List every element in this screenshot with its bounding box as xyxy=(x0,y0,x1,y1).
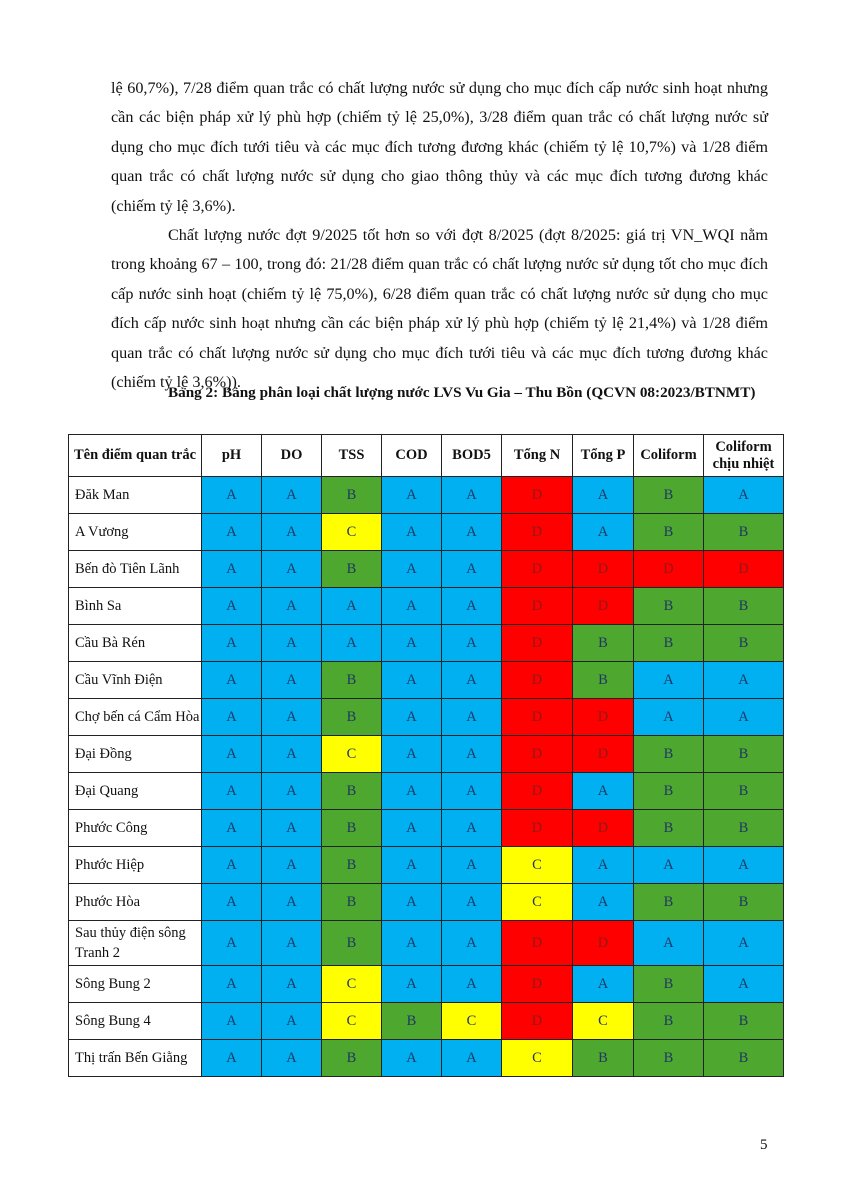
header-ph: pH xyxy=(202,435,262,477)
grade-cell: D xyxy=(502,736,573,773)
grade-cell: B xyxy=(322,699,382,736)
grade-cell: A xyxy=(382,966,442,1003)
header-total-p: Tổng P xyxy=(573,435,634,477)
grade-cell: B xyxy=(704,736,784,773)
grade-cell: A xyxy=(442,514,502,551)
station-name: Chợ bến cá Cẩm Hòa xyxy=(69,699,202,736)
grade-cell: B xyxy=(634,884,704,921)
grade-cell: A xyxy=(262,736,322,773)
grade-cell: A xyxy=(202,966,262,1003)
grade-cell: A xyxy=(704,847,784,884)
grade-cell: D xyxy=(573,810,634,847)
station-name: Đại Đồng xyxy=(69,736,202,773)
grade-cell: A xyxy=(202,847,262,884)
grade-cell: B xyxy=(322,810,382,847)
grade-cell: A xyxy=(442,1040,502,1077)
grade-cell: B xyxy=(634,588,704,625)
table-row xyxy=(69,625,784,662)
header-bod5: BOD5 xyxy=(442,435,502,477)
station-name: Sông Bung 2 xyxy=(69,966,202,1003)
grade-cell: B xyxy=(634,625,704,662)
grade-cell: A xyxy=(262,921,322,966)
grade-cell: A xyxy=(382,847,442,884)
grade-cell: B xyxy=(704,773,784,810)
grade-cell: A xyxy=(382,625,442,662)
grade-cell: A xyxy=(382,514,442,551)
table-row xyxy=(69,1040,784,1077)
table-row xyxy=(69,736,784,773)
grade-cell: A xyxy=(442,736,502,773)
station-name: Cầu Vĩnh Điện xyxy=(69,662,202,699)
grade-cell: A xyxy=(442,884,502,921)
grade-cell: A xyxy=(202,662,262,699)
grade-cell: A xyxy=(442,477,502,514)
grade-cell: A xyxy=(382,736,442,773)
grade-cell: A xyxy=(262,551,322,588)
grade-cell: A xyxy=(202,477,262,514)
grade-cell: A xyxy=(573,773,634,810)
grade-cell: A xyxy=(382,921,442,966)
grade-cell: A xyxy=(202,773,262,810)
grade-cell: C xyxy=(502,884,573,921)
table-row xyxy=(69,966,784,1003)
grade-cell: C xyxy=(502,847,573,884)
station-name: Sau thủy điện sông Tranh 2 xyxy=(69,921,202,966)
grade-cell: D xyxy=(502,921,573,966)
grade-cell: B xyxy=(573,662,634,699)
grade-cell: A xyxy=(262,847,322,884)
header-do: DO xyxy=(262,435,322,477)
station-name: A Vương xyxy=(69,514,202,551)
station-name: Cầu Bà Rén xyxy=(69,625,202,662)
grade-cell: A xyxy=(262,966,322,1003)
grade-cell: A xyxy=(202,921,262,966)
grade-cell: D xyxy=(704,551,784,588)
paragraph-continued: lệ 60,7%), 7/28 điểm quan trắc có chất lượng nước sử dụng cho mục đích cấp nước sinh hoạt nhưng cần các biện pháp xử lý phù hợp (chiếm tỷ lệ 25,0%), 3/28 điểm quan trắc có chất lượng nước sử dụng cho mục đích tưới tiêu và các mục đích tương đương khác (chiếm tỷ lệ 10,7%) và 1/28 điểm quan trắc có chất lượng nước sử dụng cho giao thông thủy và các mục đích tương đương khác (chiếm tỷ lệ 3,6%). xyxy=(111,79,768,215)
grade-cell: A xyxy=(382,810,442,847)
grade-cell: A xyxy=(202,588,262,625)
grade-cell: A xyxy=(322,625,382,662)
grade-cell: D xyxy=(502,1003,573,1040)
grade-cell: D xyxy=(502,662,573,699)
grade-cell: B xyxy=(322,773,382,810)
grade-cell: A xyxy=(704,662,784,699)
grade-cell: A xyxy=(704,477,784,514)
grade-cell: B xyxy=(634,514,704,551)
grade-cell: B xyxy=(634,736,704,773)
table-row xyxy=(69,514,784,551)
grade-cell: A xyxy=(262,810,322,847)
grade-cell: B xyxy=(634,477,704,514)
grade-cell: B xyxy=(704,884,784,921)
grade-cell: A xyxy=(322,588,382,625)
grade-cell: D xyxy=(502,588,573,625)
header-total-n: Tổng N xyxy=(502,435,573,477)
grade-cell: B xyxy=(704,1040,784,1077)
grade-cell: A xyxy=(442,662,502,699)
grade-cell: B xyxy=(322,477,382,514)
grade-cell: A xyxy=(634,699,704,736)
grade-cell: A xyxy=(704,921,784,966)
grade-cell: D xyxy=(502,477,573,514)
header-coliform: Coliform xyxy=(634,435,704,477)
grade-cell: A xyxy=(634,921,704,966)
table-row xyxy=(69,1003,784,1040)
grade-cell: C xyxy=(322,514,382,551)
station-name: Phước Hiệp xyxy=(69,847,202,884)
grade-cell: A xyxy=(382,477,442,514)
table-row xyxy=(69,773,784,810)
station-name: Sông Bung 4 xyxy=(69,1003,202,1040)
grade-cell: A xyxy=(442,699,502,736)
grade-cell: A xyxy=(202,551,262,588)
grade-cell: A xyxy=(573,514,634,551)
grade-cell: A xyxy=(382,699,442,736)
grade-cell: B xyxy=(704,588,784,625)
grade-cell: A xyxy=(634,847,704,884)
grade-cell: D xyxy=(573,736,634,773)
grade-cell: C xyxy=(573,1003,634,1040)
grade-cell: A xyxy=(442,773,502,810)
station-name: Bến đò Tiên Lãnh xyxy=(69,551,202,588)
grade-cell: D xyxy=(573,699,634,736)
grade-cell: D xyxy=(502,966,573,1003)
grade-cell: C xyxy=(322,1003,382,1040)
grade-cell: A xyxy=(442,921,502,966)
table-caption: Bảng 2: Bảng phân loại chất lượng nước LVS Vu Gia – Thu Bồn (QCVN 08:2023/BTNMT) xyxy=(168,384,756,401)
page-number: 5 xyxy=(760,1137,768,1153)
grade-cell: A xyxy=(202,1003,262,1040)
grade-cell: A xyxy=(202,625,262,662)
grade-cell: A xyxy=(442,966,502,1003)
grade-cell: A xyxy=(442,847,502,884)
grade-cell: D xyxy=(634,551,704,588)
grade-cell: A xyxy=(262,884,322,921)
station-name: Đại Quang xyxy=(69,773,202,810)
grade-cell: A xyxy=(262,662,322,699)
header-station: Tên điểm quan trắc xyxy=(69,435,202,477)
grade-cell: B xyxy=(704,810,784,847)
grade-cell: B xyxy=(322,921,382,966)
grade-cell: D xyxy=(502,773,573,810)
grade-cell: A xyxy=(262,1040,322,1077)
grade-cell: D xyxy=(573,588,634,625)
grade-cell: B xyxy=(704,514,784,551)
grade-cell: A xyxy=(202,514,262,551)
grade-cell: A xyxy=(262,477,322,514)
station-name: Phước Công xyxy=(69,810,202,847)
paragraph-comparison: Chất lượng nước đợt 9/2025 tốt hơn so với đợt 8/2025 (đợt 8/2025: giá trị VN_WQI nằm trong khoảng 67 – 100, trong đó: 21/28 điểm quan trắc có chất lượng nước sử dụng tốt cho mục đích cấp nước sinh hoạt (chiếm tỷ lệ 75,0%), 6/28 điểm quan trắc có chất lượng nước sử dụng cho mục đích cấp nước sinh hoạt nhưng cần các biện pháp xử lý phù hợp (chiếm tỷ lệ 21,4%) và 1/28 điểm quan trắc có chất lượng nước sử dụng cho mục đích tưới tiêu và các mục đích tương đương khác (chiếm tỷ lệ 3,6%)). xyxy=(111,226,768,392)
water-quality-table xyxy=(68,434,784,1077)
grade-cell: A xyxy=(262,625,322,662)
grade-cell: A xyxy=(382,1040,442,1077)
table-row xyxy=(69,810,784,847)
table-body xyxy=(69,477,784,1077)
grade-cell: A xyxy=(202,736,262,773)
grade-cell: A xyxy=(262,588,322,625)
grade-cell: B xyxy=(634,1003,704,1040)
grade-cell: C xyxy=(322,736,382,773)
grade-cell: B xyxy=(322,884,382,921)
table-row xyxy=(69,921,784,966)
grade-cell: B xyxy=(322,1040,382,1077)
grade-cell: D xyxy=(502,625,573,662)
grade-cell: D xyxy=(502,514,573,551)
grade-cell: B xyxy=(634,773,704,810)
header-cod: COD xyxy=(382,435,442,477)
table-row xyxy=(69,699,784,736)
grade-cell: A xyxy=(262,773,322,810)
table-row xyxy=(69,477,784,514)
grade-cell: A xyxy=(442,810,502,847)
grade-cell: D xyxy=(502,551,573,588)
grade-cell: A xyxy=(382,588,442,625)
grade-cell: B xyxy=(704,1003,784,1040)
table-row xyxy=(69,662,784,699)
grade-cell: B xyxy=(634,1040,704,1077)
header-thermo-coliform: Coliform chịu nhiệt xyxy=(704,435,784,477)
grade-cell: A xyxy=(202,699,262,736)
grade-cell: D xyxy=(573,551,634,588)
grade-cell: B xyxy=(322,551,382,588)
table-row xyxy=(69,551,784,588)
grade-cell: A xyxy=(382,662,442,699)
grade-cell: B xyxy=(573,625,634,662)
grade-cell: B xyxy=(322,662,382,699)
grade-cell: A xyxy=(202,810,262,847)
grade-cell: C xyxy=(442,1003,502,1040)
grade-cell: C xyxy=(322,966,382,1003)
table-header-row xyxy=(69,435,784,477)
grade-cell: C xyxy=(502,1040,573,1077)
grade-cell: D xyxy=(502,699,573,736)
grade-cell: A xyxy=(573,966,634,1003)
station-name: Thị trấn Bến Giằng xyxy=(69,1040,202,1077)
grade-cell: A xyxy=(573,847,634,884)
grade-cell: A xyxy=(382,884,442,921)
station-name: Phước Hòa xyxy=(69,884,202,921)
station-name: Đăk Man xyxy=(69,477,202,514)
grade-cell: A xyxy=(382,551,442,588)
grade-cell: A xyxy=(442,625,502,662)
grade-cell: A xyxy=(634,662,704,699)
grade-cell: A xyxy=(262,699,322,736)
grade-cell: B xyxy=(634,966,704,1003)
grade-cell: A xyxy=(262,1003,322,1040)
grade-cell: B xyxy=(573,1040,634,1077)
grade-cell: A xyxy=(442,551,502,588)
grade-cell: A xyxy=(202,884,262,921)
grade-cell: B xyxy=(634,810,704,847)
grade-cell: A xyxy=(704,699,784,736)
grade-cell: B xyxy=(382,1003,442,1040)
grade-cell: B xyxy=(322,847,382,884)
table-row xyxy=(69,588,784,625)
grade-cell: A xyxy=(262,514,322,551)
grade-cell: A xyxy=(382,773,442,810)
grade-cell: A xyxy=(573,884,634,921)
grade-cell: A xyxy=(704,966,784,1003)
grade-cell: A xyxy=(202,1040,262,1077)
grade-cell: D xyxy=(502,810,573,847)
grade-cell: A xyxy=(442,588,502,625)
grade-cell: B xyxy=(704,625,784,662)
header-tss: TSS xyxy=(322,435,382,477)
table-row xyxy=(69,847,784,884)
table-row xyxy=(69,884,784,921)
station-name: Bình Sa xyxy=(69,588,202,625)
grade-cell: A xyxy=(573,477,634,514)
grade-cell: D xyxy=(573,921,634,966)
